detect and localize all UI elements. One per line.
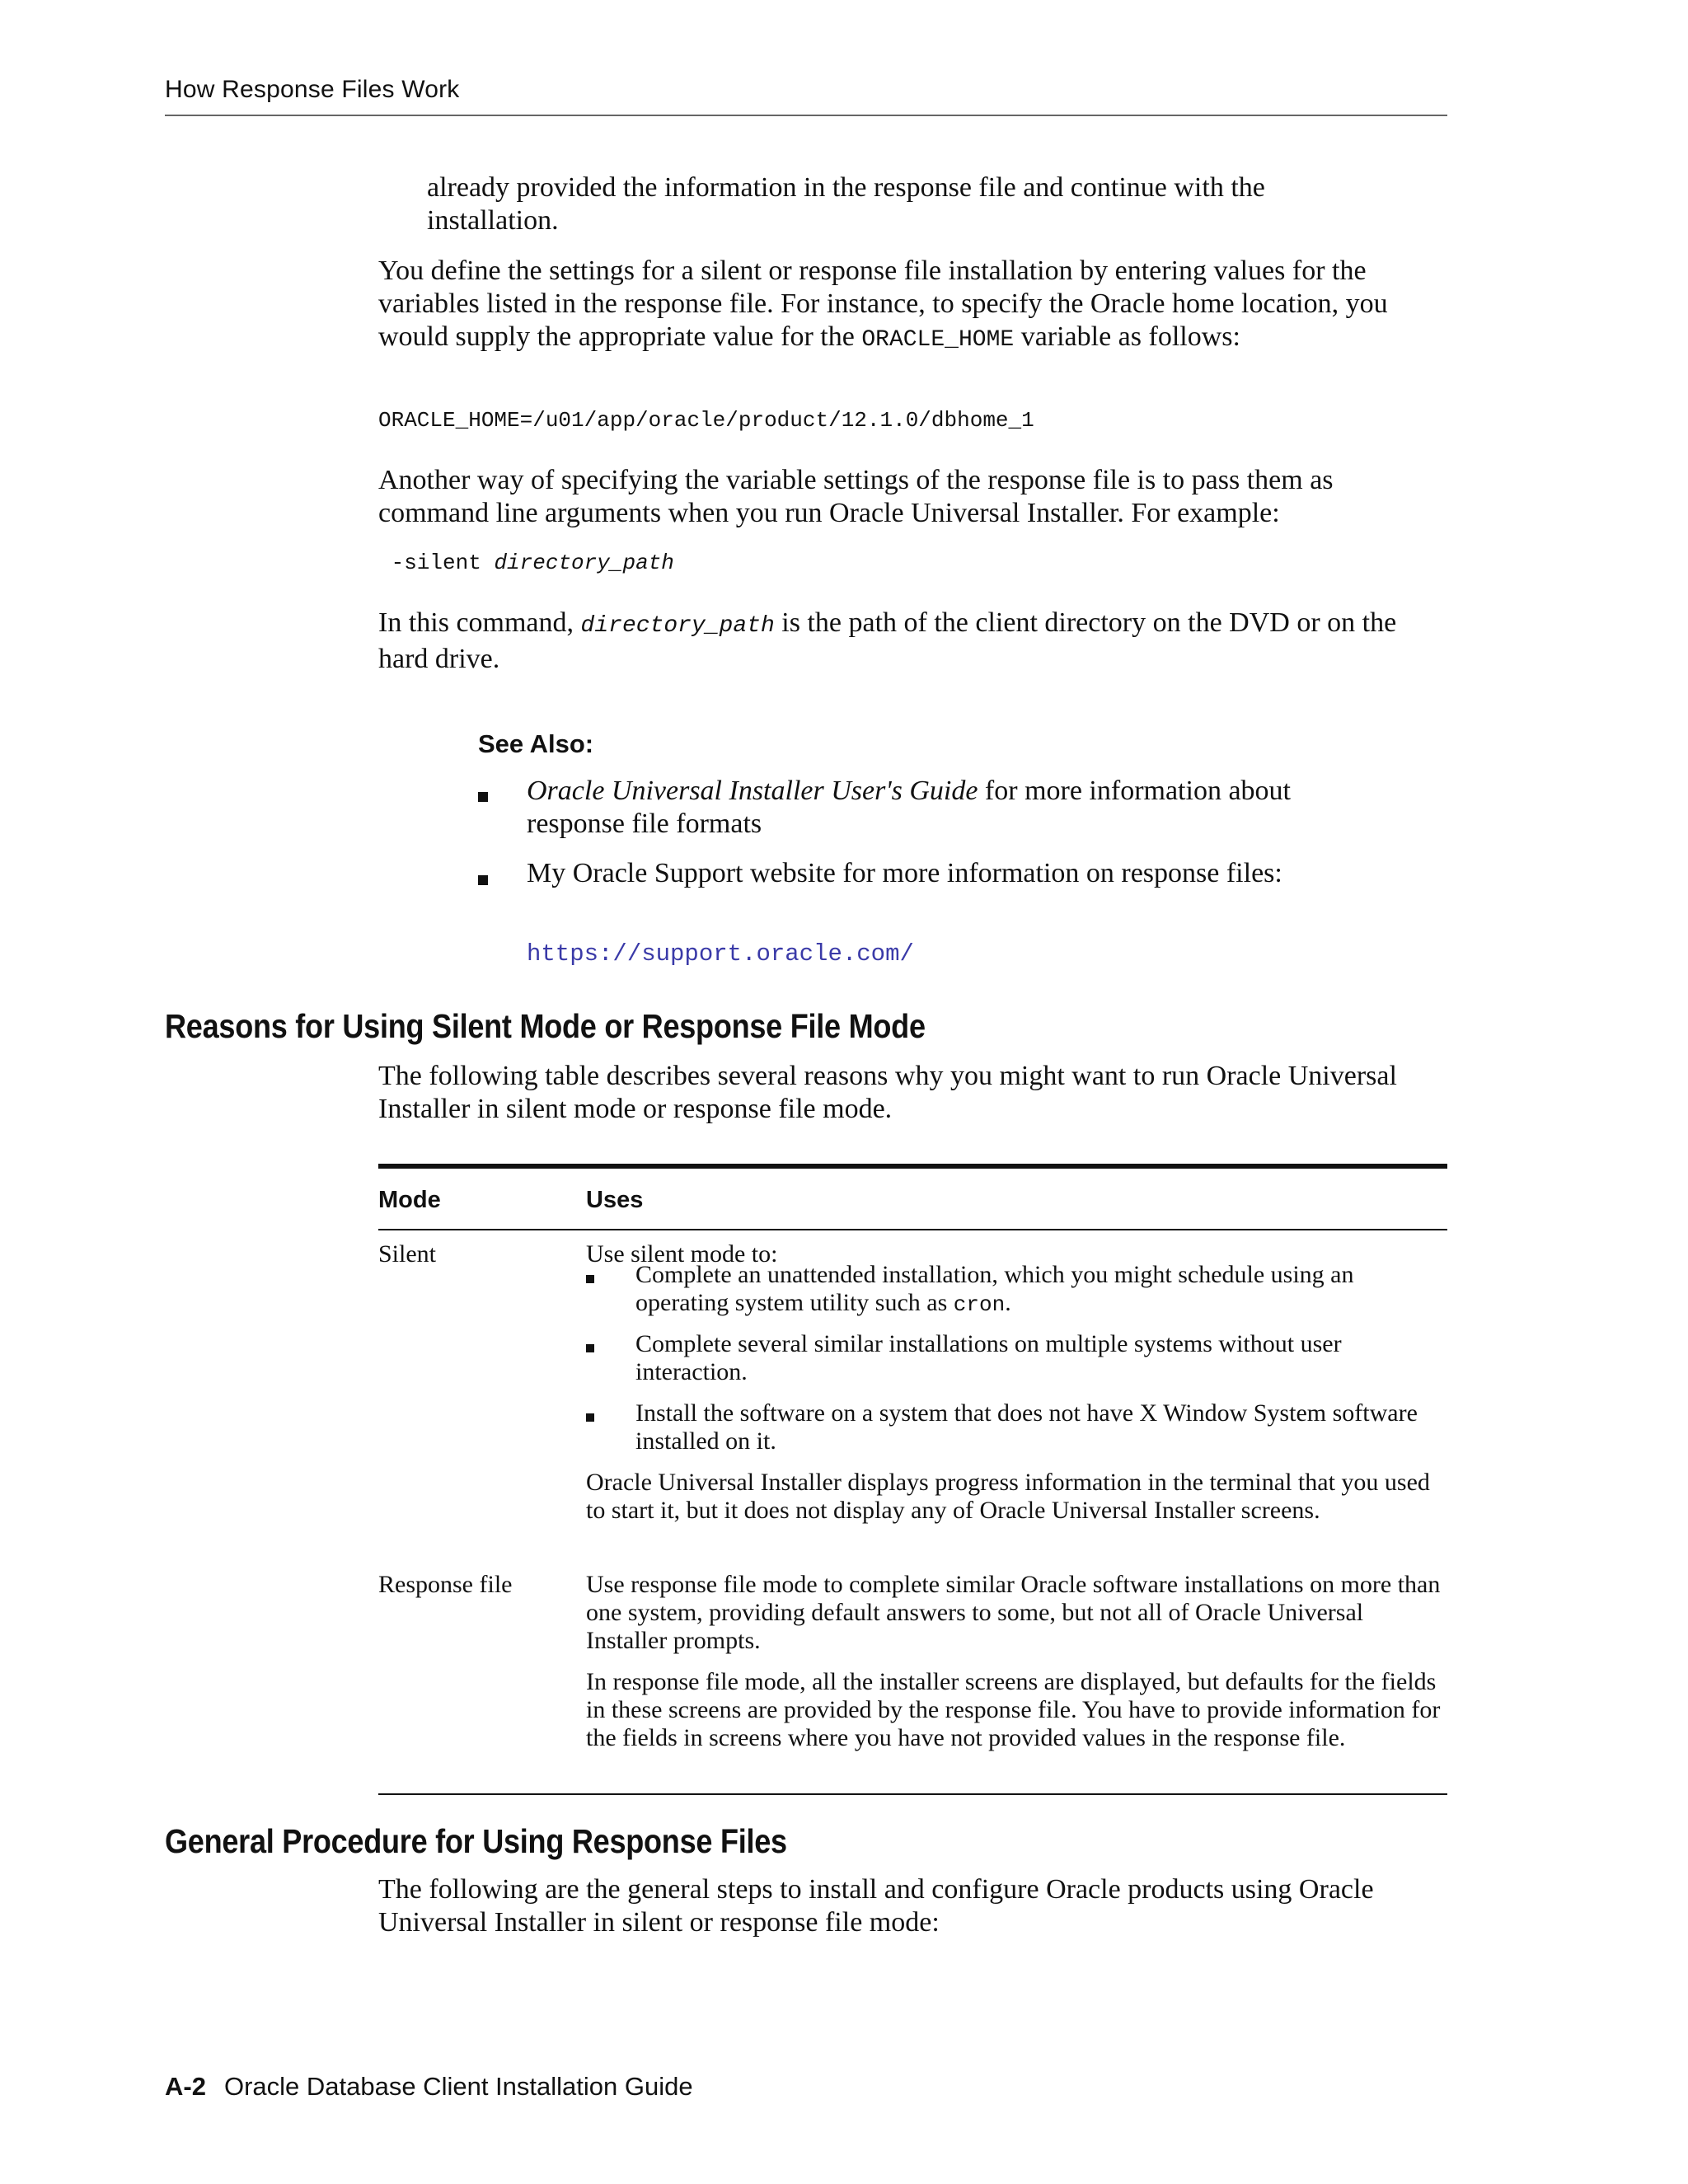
- guide-description: for more information about response file formats: [527, 776, 1291, 839]
- silent-bullet-no-x-window: Install the software on a system that does not have X Window System software installed on it.: [635, 1399, 1418, 1455]
- bullet-icon: [586, 1344, 594, 1352]
- oracle-home-code: ORACLE_HOME: [861, 327, 1015, 353]
- bullet-icon: [586, 1275, 594, 1283]
- code-example-silent: [378, 550, 674, 576]
- section-procedure-intro: The following are the general steps to install and configure Oracle products using Oracle Universal Installer in silent or response file mode:: [378, 1874, 1374, 1938]
- section-heading-general-procedure: General Procedure for Using Response Files: [165, 1822, 787, 1860]
- mode-cell-silent: Silent: [378, 1240, 437, 1268]
- silent-flag: -silent: [378, 551, 495, 575]
- silent-intro: Use silent mode to:: [586, 1240, 778, 1268]
- column-header-mode: Mode: [378, 1187, 441, 1213]
- silent-bullet-unattended: [635, 1261, 1447, 1319]
- silent-bullet-multiple: Complete several similar installations on multiple systems without user interaction.: [635, 1330, 1342, 1385]
- running-header: How Response Files Work: [165, 76, 460, 103]
- column-header-uses: Uses: [586, 1187, 644, 1213]
- paragraph-variables-tail: variable as follows:: [1014, 321, 1240, 352]
- table-bottom-rule: [378, 1793, 1447, 1795]
- directory-path-tail: is the path of the client directory on the DVD or on the hard drive.: [378, 607, 1397, 674]
- section-heading-reasons: Reasons for Using Silent Mode or Response File Mode: [165, 1007, 926, 1045]
- table-top-rule: [378, 1164, 1447, 1169]
- see-also-item-support: My Oracle Support website for more information on response files:: [527, 858, 1282, 888]
- page-number: A-2: [165, 2072, 206, 2101]
- header-rule: [165, 115, 1447, 116]
- paragraph-command-line: Another way of specifying the variable settings of the response file is to pass them as command line arguments when you run Oracle Universal Installer. For example:: [378, 465, 1334, 528]
- table-header-rule: [378, 1229, 1447, 1230]
- see-also-title: See Also:: [478, 729, 594, 758]
- code-example-oracle-home: ORACLE_HOME=/u01/app/oracle/product/12.1.0/dbhome_1: [378, 408, 1034, 433]
- silent-bullet-unattended-text: Complete an unattended installation, which you might schedule using an operating system utility such as: [635, 1261, 1354, 1316]
- response-description: Use response file mode to complete similar Oracle software installations on more than one system, providing default answers to some, but not all of Oracle Universal Installer prompts.: [586, 1571, 1441, 1654]
- mode-cell-response-file: Response file: [378, 1571, 513, 1598]
- continued-line-1: already provided the information in the response file and continue with the: [427, 172, 1265, 203]
- paragraph-variables: [378, 255, 1417, 357]
- support-link[interactable]: https://support.oracle.com/: [527, 940, 914, 968]
- bullet-icon: [586, 1413, 594, 1422]
- cron-code: cron: [953, 1292, 1006, 1317]
- silent-note: Oracle Universal Installer displays progress information in the terminal that you used to start it, but it does not display any of Oracle Universal Installer screens.: [586, 1469, 1430, 1524]
- see-also-item-guide: [527, 775, 1343, 841]
- directory-path-arg: directory_path: [494, 551, 674, 575]
- page-footer: [165, 2072, 693, 2102]
- directory-path-text: In this command,: [378, 607, 581, 638]
- book-title: Oracle Database Client Installation Guide: [223, 2072, 693, 2101]
- guide-title[interactable]: Oracle Universal Installer User's Guide: [527, 776, 978, 806]
- paragraph-directory-path: [378, 607, 1442, 676]
- directory-path-code: directory_path: [580, 613, 775, 639]
- bullet-icon: [478, 792, 488, 802]
- silent-bullet-unattended-period: .: [1005, 1289, 1011, 1316]
- paragraph-variables-text: You define the settings for a silent or response file installation by entering values for the variables listed in the response file. For instance, to specify the Oracle home location, you would supply the appropriate value for the: [378, 255, 1388, 352]
- continued-line-2: installation.: [427, 205, 559, 236]
- bullet-icon: [478, 875, 488, 885]
- response-details: In response file mode, all the installer screens are displayed, but defaults for the fields in these screens are provided by the response file. You have to provide information for the fields in screens where you have not provided values in the response file.: [586, 1668, 1441, 1751]
- section-reasons-intro: The following table describes several reasons why you might want to run Oracle Universal Installer in silent mode or response file mode.: [378, 1061, 1397, 1124]
